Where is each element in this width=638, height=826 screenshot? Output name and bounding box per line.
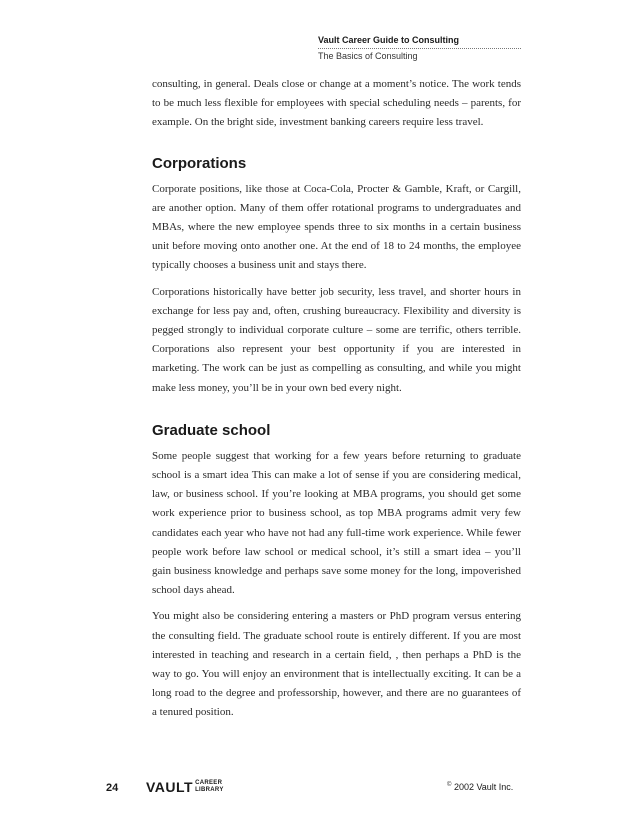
- graduate-school-paragraph-2: You might also be considering entering a masters or PhD program versus entering the consulting field. The graduate school route is entirely different. If you are most interested in teaching and research in a certain field, , then perhaps a PhD is the way to go. You will enjoy an environment that is intellectually exciting. It can be a long road to the degree and professorship, however, and there are no guarantees of a tenured position.: [152, 610, 521, 719]
- copyright-text: 2002 Vault Inc.: [453, 782, 514, 792]
- section-heading-graduate-school: Graduate school: [152, 421, 271, 439]
- page-body: [152, 75, 521, 723]
- chapter-title: The Basics of Consulting: [318, 51, 418, 61]
- vault-career-library-logo: [146, 779, 224, 795]
- logo-word: VAULT: [146, 779, 194, 795]
- page-number: 24: [106, 782, 119, 794]
- logo-line-career: CAREER: [195, 780, 223, 786]
- corporations-paragraph-2: Corporations historically have better job security, less travel, and shorter hours in exchange for less pay and, often, crushing bureaucracy. Flexibility and diversity is pegged strongly to individual corporate culture – some are terrific, others terrible. Corporations also represent your best opportunity if you are interested in marketing. The work can be just as compelling as consulting, and while you might make less money, you’ll be in your own bed every night.: [152, 285, 521, 394]
- section-heading-corporations: Corporations: [152, 154, 247, 172]
- logo-line-library: LIBRARY: [195, 787, 224, 793]
- intro-paragraph: consulting, in general. Deals close or change at a moment’s notice. The work tends to be much less flexible for employees with special scheduling needs – parents, for example. On the bright side, investment banking careers require less travel.: [152, 78, 521, 129]
- running-header: [318, 34, 521, 63]
- guide-title: Vault Career Guide to Consulting: [318, 35, 460, 45]
- copyright-notice: [447, 782, 513, 792]
- graduate-school-paragraph-1: Some people suggest that working for a few years before returning to graduate school is a smart idea This can make a lot of sense if you are considering medical, law, or business school. If you’re looking at MBA programs, you should get some work experience prior to business school, as top MBA programs admit very few candidates each year who have not had any full-time work experience. While fewer people work before law school or medical school, it’s still a smart idea – you’ll gain business knowledge and perhaps save some money for the long, impoverished school days ahead.: [152, 449, 521, 597]
- logo-subtitle: [195, 780, 224, 794]
- copyright-symbol: ©: [447, 782, 452, 788]
- corporations-paragraph-1: Corporate positions, like those at Coca-Cola, Procter & Gamble, Kraft, or Cargill, are another option. Many of them offer rotational programs to undergraduates and MBAs, where the new employee spends three to six months in a certain business unit before moving onto another one. At the end of 18 to 24 months, the employee typically chooses a business unit and stays there.: [152, 182, 521, 272]
